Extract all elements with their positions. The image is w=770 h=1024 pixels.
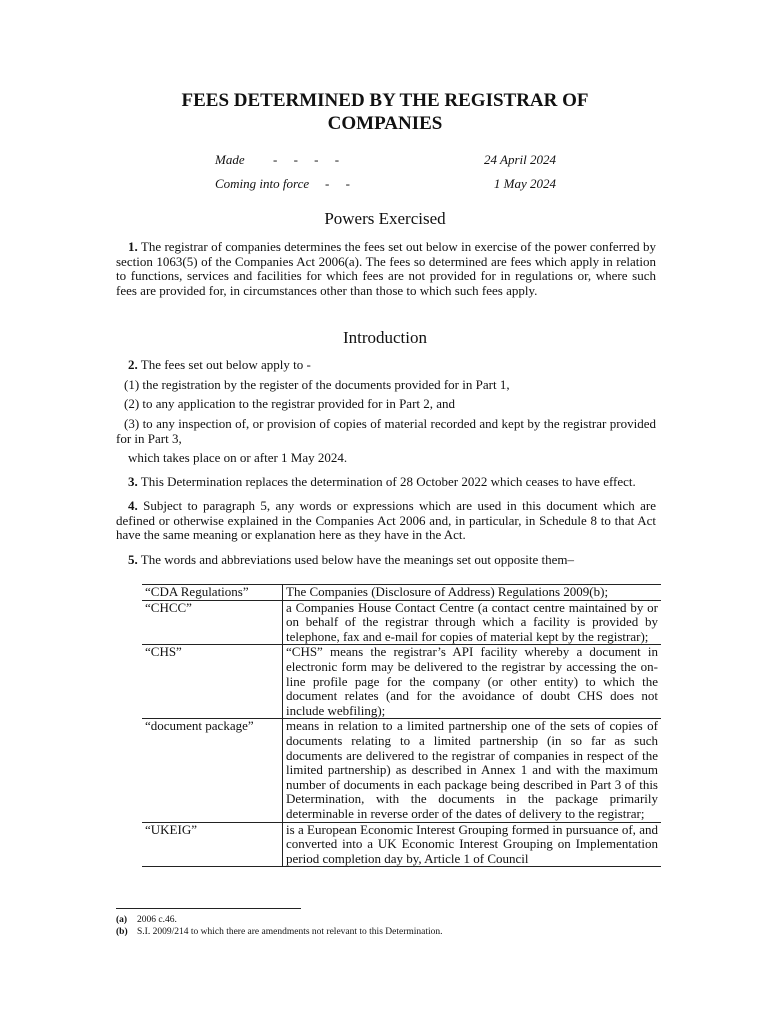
paragraph-2	[116, 358, 656, 373]
list-tail: which takes place on or after 1 May 2024.	[128, 450, 348, 465]
paragraph-3-number: 3.	[128, 474, 138, 489]
definition-meaning: means in relation to a limited partnership one of the sets of copies of documents relating to a limited partnership (in so far as such documents are delivered to the registrar of companies in respect of the limited partnership) as described in Annex 1 and with the maximum number of documents in each package being described in Part 3 of this Determination, with the documents in the package primarily determinable in reverse order of the dates of delivery to the registrar;	[283, 719, 662, 822]
document-title	[0, 89, 770, 135]
definition-meaning: The Companies (Disclosure of Address) Regulations 2009(b);	[283, 585, 662, 601]
coming-into-force-label: Coming into force	[215, 176, 310, 191]
paragraph-1-number: 1.	[128, 239, 138, 254]
definition-row	[142, 600, 661, 645]
definition-term: “CHCC”	[142, 600, 283, 645]
made-date: 24 April 2024	[484, 152, 556, 167]
footnote-a-text: 2006 c.46.	[137, 915, 177, 925]
definition-row	[142, 645, 661, 719]
definition-row	[142, 719, 661, 822]
paragraph-5-text: The words and abbreviations used below have the meanings set out opposite them–	[137, 552, 574, 567]
definition-meaning: is a European Economic Interest Grouping formed in pursuance of, and converted into a UK Economic Interest Grouping on Implementation period completion day by, Article 1 of Council	[283, 822, 662, 867]
paragraph-4-number: 4.	[128, 498, 138, 513]
paragraph-1-text: The registrar of companies determines the fees set out below in exercise of the power conferred by section 1063(5) of the Companies Act 2006(a). The fees so determined are fees which apply in relation to functions, services and facilities for which fees are not provided for in regulations or, where such fees are provided for, in circumstances other than those to which such fees apply.	[116, 239, 656, 298]
paragraph-2-text: The fees set out below apply to -	[137, 357, 311, 372]
definition-term: “UKEIG”	[142, 822, 283, 867]
paragraph-5-number: 5.	[128, 552, 138, 567]
footnote-b	[116, 927, 443, 938]
definition-meaning: “CHS” means the registrar’s API facility whereby a document in electronic form may be delivered to the registrar by accessing the on-line profile page for the company (or other entity) to which the document relates (and for the avoidance of doubt CHS does not include webfiling);	[283, 645, 662, 719]
footnote-divider	[116, 908, 301, 909]
paragraph-2-number: 2.	[128, 357, 138, 372]
definition-term: “CDA Regulations”	[142, 585, 283, 601]
paragraph-4	[116, 499, 656, 543]
definitions-table	[142, 584, 661, 867]
footnote-a	[116, 915, 177, 926]
introduction-heading: Introduction	[342, 328, 428, 347]
footnote-b-label: (b)	[116, 927, 128, 937]
made-dashes: - - - -	[273, 152, 340, 167]
definition-term: “CHS”	[142, 645, 283, 719]
paragraph-3	[116, 475, 656, 490]
paragraph-4-text: Subject to paragraph 5, any words or expressions which are used in this document which are defined or otherwise explained in the Companies Act 2006 and, in particular, in Schedule 8 to that Act have the same meaning or explanation here as they have in the Act.	[116, 498, 656, 543]
footnote-b-text: S.I. 2009/214 to which there are amendments not relevant to this Determination.	[137, 927, 443, 937]
definition-row	[142, 822, 661, 867]
paragraph-5	[116, 553, 656, 568]
paragraph-1	[116, 240, 656, 298]
definition-meaning: a Companies House Contact Centre (a contact centre maintained by or on behalf of the registrar through which a facility is provided by telephone, fax and e-mail for copies of material kept by the registrar);	[283, 600, 662, 645]
title-line-2: COMPANIES	[327, 113, 443, 134]
made-label: Made	[215, 152, 245, 167]
title-line-1: FEES DETERMINED BY THE REGISTRAR OF	[181, 90, 589, 111]
powers-exercised-heading: Powers Exercised	[324, 209, 446, 228]
footnote-a-label: (a)	[116, 915, 128, 925]
definition-row	[142, 585, 661, 601]
coming-into-force-date: 1 May 2024	[493, 176, 556, 191]
list-item-1: (1) the registration by the register of the documents provided for in Part 1,	[124, 377, 510, 392]
list-item-2: (2) to any application to the registrar provided for in Part 2, and	[124, 396, 456, 411]
coming-into-force-dashes: - -	[325, 176, 350, 191]
definition-term: “document package”	[142, 719, 283, 822]
list-item-3: (3) to any inspection of, or provision of copies of material recorded and kept by the registrar provided for in Part 3,	[116, 416, 656, 446]
paragraph-3-text: This Determination replaces the determination of 28 October 2022 which ceases to have effect.	[137, 474, 636, 489]
